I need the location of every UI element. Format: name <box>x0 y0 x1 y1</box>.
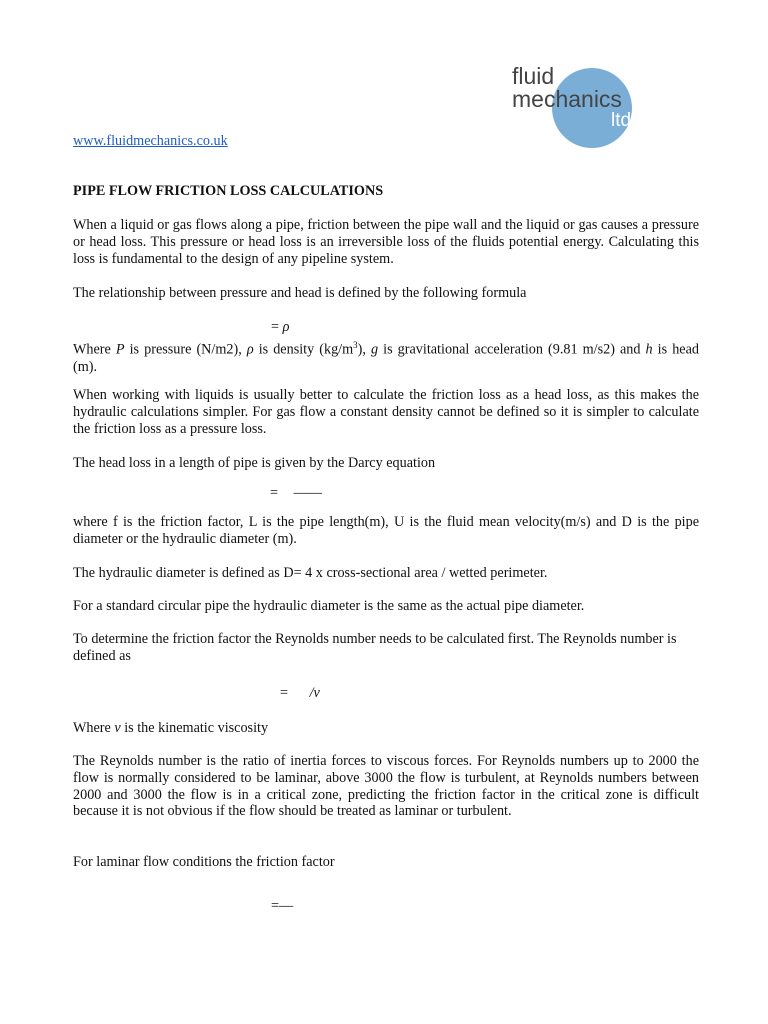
equals-sign: = <box>280 685 289 701</box>
logo-text-ltd: ltd <box>611 110 632 131</box>
paragraph-laminar: For laminar flow conditions the friction factor <box>73 854 335 870</box>
fraction-bar: — <box>293 485 308 501</box>
paragraph-where-pressure: Where P is pressure (N/m2), ρ is density $(kg/m^3)$, g is gravitational acceleration (9.81 m/s2) and h is head (m). <box>73 340 699 375</box>
paragraph-intro: When a liquid or gas flows along a pipe, friction between the pipe wall and the liquid or gas causes a pressure or head loss. This pressure or head loss is an irreversible loss of the fluids potential energy. Calculating this loss is fundamental to the design of any pipeline system. <box>73 217 699 267</box>
equals-sign: = <box>271 319 280 335</box>
paragraph-liquids: When working with liquids is usually better to calculate the friction loss as a head loss, as this makes the hydraulic calculations simpler. For gas flow a constant density cannot be defined so it is simpler to calculate the friction loss as a pressure loss. <box>73 387 699 437</box>
equation-reynolds <box>280 685 320 702</box>
equation-pressure-head <box>271 319 289 336</box>
paragraph-reynolds-ratio: The Reynolds number is the ratio of inertia forces to viscous forces. For Reynolds numbers up to 2000 the flow is normally considered to be laminar, above 3000 the flow is turbulent, at Reynolds numbers between 2000 and 3000 the flow is in a critical zone, predicting the friction factor in the critical zone is difficult because it is not obvious if the flow should be treated as laminar or turbulent. <box>73 753 699 820</box>
rho-symbol: ρ <box>282 319 290 335</box>
paragraph-darcy: The head loss in a length of pipe is given by the Darcy equation <box>73 455 436 471</box>
equation-laminar <box>271 898 293 915</box>
paragraph-relationship: The relationship between pressure and head is defined by the following formula <box>73 285 527 301</box>
company-logo <box>508 66 648 150</box>
paragraph-circular-pipe: For a standard circular pipe the hydraulic diameter is the same as the actual pipe diameter. <box>73 598 585 614</box>
equals-sign: = <box>270 485 279 501</box>
paragraph-reynolds-intro: To determine the friction factor the Reynolds number needs to be calculated first. The Reynolds number is defined as <box>73 631 677 664</box>
paragraph-where-nu: Where ν is the kinematic viscosity <box>73 720 269 736</box>
logo-text-mechanics: mechanics <box>512 86 622 112</box>
paragraph-hydraulic-diameter: The hydraulic diameter is defined as D= 4 x cross-sectional area / wetted perimeter. <box>73 565 548 581</box>
logo-text-fluid: fluid <box>512 66 555 89</box>
paragraph-where-friction: where f is the friction factor, L is the pipe length(m), U is the fluid mean velocity(m/s) and D is the pipe diameter or the hydraulic diameter (m). <box>73 514 699 547</box>
equation-darcy <box>270 485 322 502</box>
equals-sign: = <box>271 898 280 914</box>
website-link[interactable]: www.fluidmechanics.co.uk <box>73 133 228 149</box>
slash-nu: /ν <box>309 685 320 701</box>
fraction-bar: — <box>279 898 294 914</box>
fraction-bar: — <box>307 485 322 501</box>
document-title: PIPE FLOW FRICTION LOSS CALCULATIONS <box>73 183 384 199</box>
